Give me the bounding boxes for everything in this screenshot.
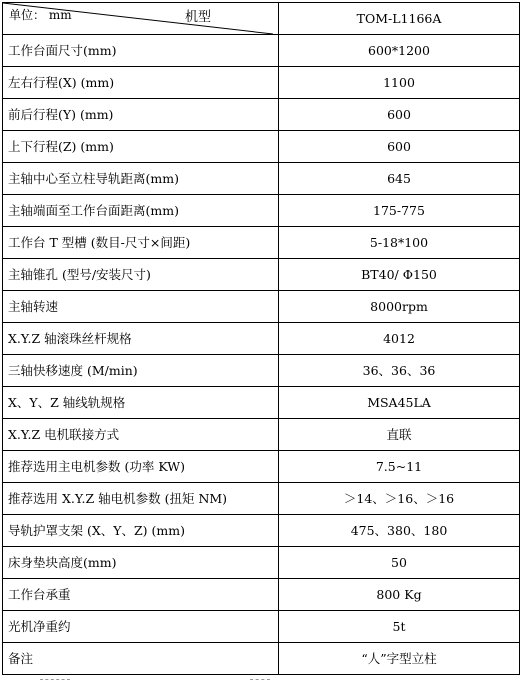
table-row — [3, 291, 520, 323]
spec-value: 5t — [279, 611, 520, 643]
table-row — [3, 547, 520, 579]
spec-label: X.Y.Z 轴滚珠丝杆规格 — [3, 323, 279, 355]
spec-value: MSA45LA — [279, 387, 520, 419]
spec-label: 主轴中心至立柱导轨距离(mm) — [3, 163, 279, 195]
table-row — [3, 35, 520, 67]
spec-label: 工作台 T 型槽 (数目-尺寸×间距) — [3, 227, 279, 259]
spec-label: 工作台面尺寸(mm) — [3, 35, 279, 67]
footer-dash — [40, 679, 70, 680]
spec-value: ＞14、＞16、＞16 — [279, 483, 520, 515]
spec-label: X、Y、Z 轴线轨规格 — [3, 387, 279, 419]
footer-dash — [250, 679, 270, 680]
spec-label: 左右行程(X) (mm) — [3, 67, 279, 99]
spec-label: X.Y.Z 电机联接方式 — [3, 419, 279, 451]
spec-value: 5-18*100 — [279, 227, 520, 259]
spec-label: 前后行程(Y) (mm) — [3, 99, 279, 131]
model-value: TOM-L1166A — [279, 3, 520, 35]
spec-value: 直联 — [279, 419, 520, 451]
table-row — [3, 387, 520, 419]
spec-label: 推荐选用 X.Y.Z 轴电机参数 (扭矩 NM) — [3, 483, 279, 515]
spec-label: 上下行程(Z) (mm) — [3, 131, 279, 163]
table-row — [3, 419, 520, 451]
spec-label: 三轴快移速度 (M/min) — [3, 355, 279, 387]
spec-value: 7.5~11 — [279, 451, 520, 483]
table-row — [3, 99, 520, 131]
spec-value: 645 — [279, 163, 520, 195]
spec-label: 推荐选用主电机参数 (功率 KW) — [3, 451, 279, 483]
spec-value: 4012 — [279, 323, 520, 355]
spec-value: “人”字型立柱 — [279, 643, 520, 675]
spec-value: 50 — [279, 547, 520, 579]
spec-label: 工作台承重 — [3, 579, 279, 611]
table-row — [3, 163, 520, 195]
table-row — [3, 131, 520, 163]
header-diagonal-cell — [3, 3, 279, 35]
spec-table — [2, 2, 520, 675]
table-row — [3, 451, 520, 483]
table-row — [3, 643, 520, 675]
table-row — [3, 67, 520, 99]
table-row — [3, 259, 520, 291]
spec-value: 600*1200 — [279, 35, 520, 67]
table-row — [3, 355, 520, 387]
table-row — [3, 323, 520, 355]
unit-label: 单位： mm — [9, 8, 72, 22]
spec-label: 主轴转速 — [3, 291, 279, 323]
spec-label: 备注 — [3, 643, 279, 675]
spec-value: 600 — [279, 131, 520, 163]
spec-label: 主轴端面至工作台面距离(mm) — [3, 195, 279, 227]
spec-value: 175-775 — [279, 195, 520, 227]
model-label: 机型 — [185, 10, 212, 25]
spec-rows — [3, 35, 520, 675]
spec-value: 475、380、180 — [279, 515, 520, 547]
table-row — [3, 515, 520, 547]
spec-value: 1100 — [279, 67, 520, 99]
table-row — [3, 227, 520, 259]
spec-value: 8000rpm — [279, 291, 520, 323]
table-row — [3, 195, 520, 227]
spec-value: 36、36、36 — [279, 355, 520, 387]
table-row — [3, 579, 520, 611]
spec-label: 光机净重约 — [3, 611, 279, 643]
table-row — [3, 483, 520, 515]
spec-label: 导轨护罩支架 (X、Y、Z) (mm) — [3, 515, 279, 547]
spec-value: 800 Kg — [279, 579, 520, 611]
header-row — [3, 3, 520, 35]
spec-label: 床身垫块高度(mm) — [3, 547, 279, 579]
spec-label: 主轴锥孔 (型号/安装尺寸) — [3, 259, 279, 291]
spec-value: BT40/ Φ150 — [279, 259, 520, 291]
table-row — [3, 611, 520, 643]
spec-value: 600 — [279, 99, 520, 131]
